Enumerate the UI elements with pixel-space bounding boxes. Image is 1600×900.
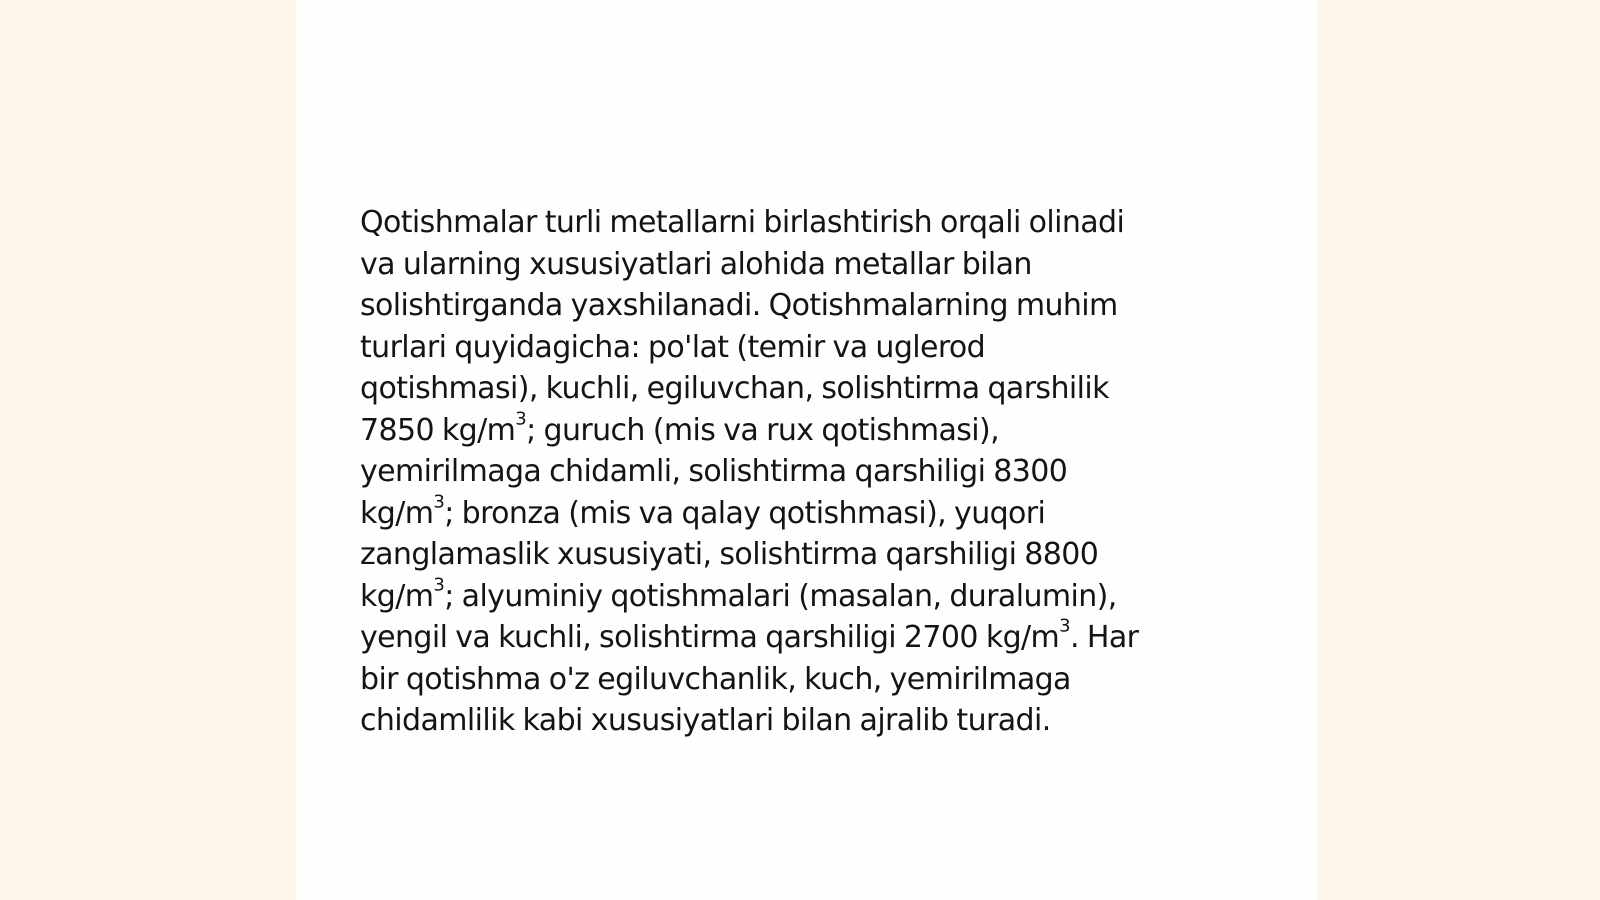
superscript-exponent: 3 bbox=[433, 491, 445, 513]
text-segment: . Har bbox=[1070, 620, 1139, 655]
superscript-exponent: 3 bbox=[515, 408, 527, 430]
superscript-exponent: 3 bbox=[1059, 615, 1071, 637]
text-segment: ; alyuminiy qotishmalari (masalan, duralumin), bbox=[444, 578, 1117, 614]
text-segment: zanglamaslik xususiyati, solishtirma qarshiligi 8800 bbox=[360, 537, 1099, 572]
text-line bbox=[360, 493, 1260, 535]
slide bbox=[296, 0, 1318, 900]
text-segment: 7850 kg/m bbox=[360, 412, 516, 448]
text-line bbox=[360, 327, 1260, 369]
text-segment: va ularning xususiyatlari alohida metallar bilan bbox=[360, 246, 1032, 282]
text-line bbox=[360, 534, 1260, 576]
superscript-exponent: 3 bbox=[433, 574, 445, 596]
text-segment: ; guruch (mis va rux qotishmasi), bbox=[526, 412, 1000, 448]
text-segment: qotishmasi), kuchli, egiluvchan, solishtirma qarshilik bbox=[360, 371, 1109, 406]
text-segment: kg/m bbox=[360, 578, 434, 614]
text-line bbox=[360, 202, 1260, 244]
text-segment: ; bronza (mis va qalay qotishmasi), yuqori bbox=[444, 495, 1046, 531]
text-segment: yengil va kuchli, solishtirma qarshiligi 2700 kg/m bbox=[360, 620, 1060, 655]
text-line bbox=[360, 576, 1260, 618]
text-line bbox=[360, 700, 1260, 742]
text-segment: chidamlilik kabi xususiyatlari bilan ajralib turadi. bbox=[360, 703, 1051, 738]
text-segment: bir qotishma o'z egiluvchanlik, kuch, yemirilmaga bbox=[360, 661, 1071, 697]
text-line bbox=[360, 451, 1260, 493]
text-line bbox=[360, 410, 1260, 452]
text-line bbox=[360, 659, 1260, 701]
slide-body-text bbox=[360, 202, 1260, 742]
text-line bbox=[360, 368, 1260, 410]
text-segment: kg/m bbox=[360, 495, 434, 531]
text-segment: solishtirganda yaxshilanadi. Qotishmalarning muhim bbox=[360, 288, 1118, 323]
text-segment: yemirilmaga chidamli, solishtirma qarshiligi 8300 bbox=[360, 454, 1068, 489]
text-segment: turlari quyidagicha: po'lat (temir va uglerod bbox=[360, 329, 986, 365]
text-line bbox=[360, 285, 1260, 327]
text-line bbox=[360, 244, 1260, 286]
text-line bbox=[360, 617, 1260, 659]
text-segment: Qotishmalar turli metallarni birlashtirish orqali olinadi bbox=[360, 205, 1125, 240]
